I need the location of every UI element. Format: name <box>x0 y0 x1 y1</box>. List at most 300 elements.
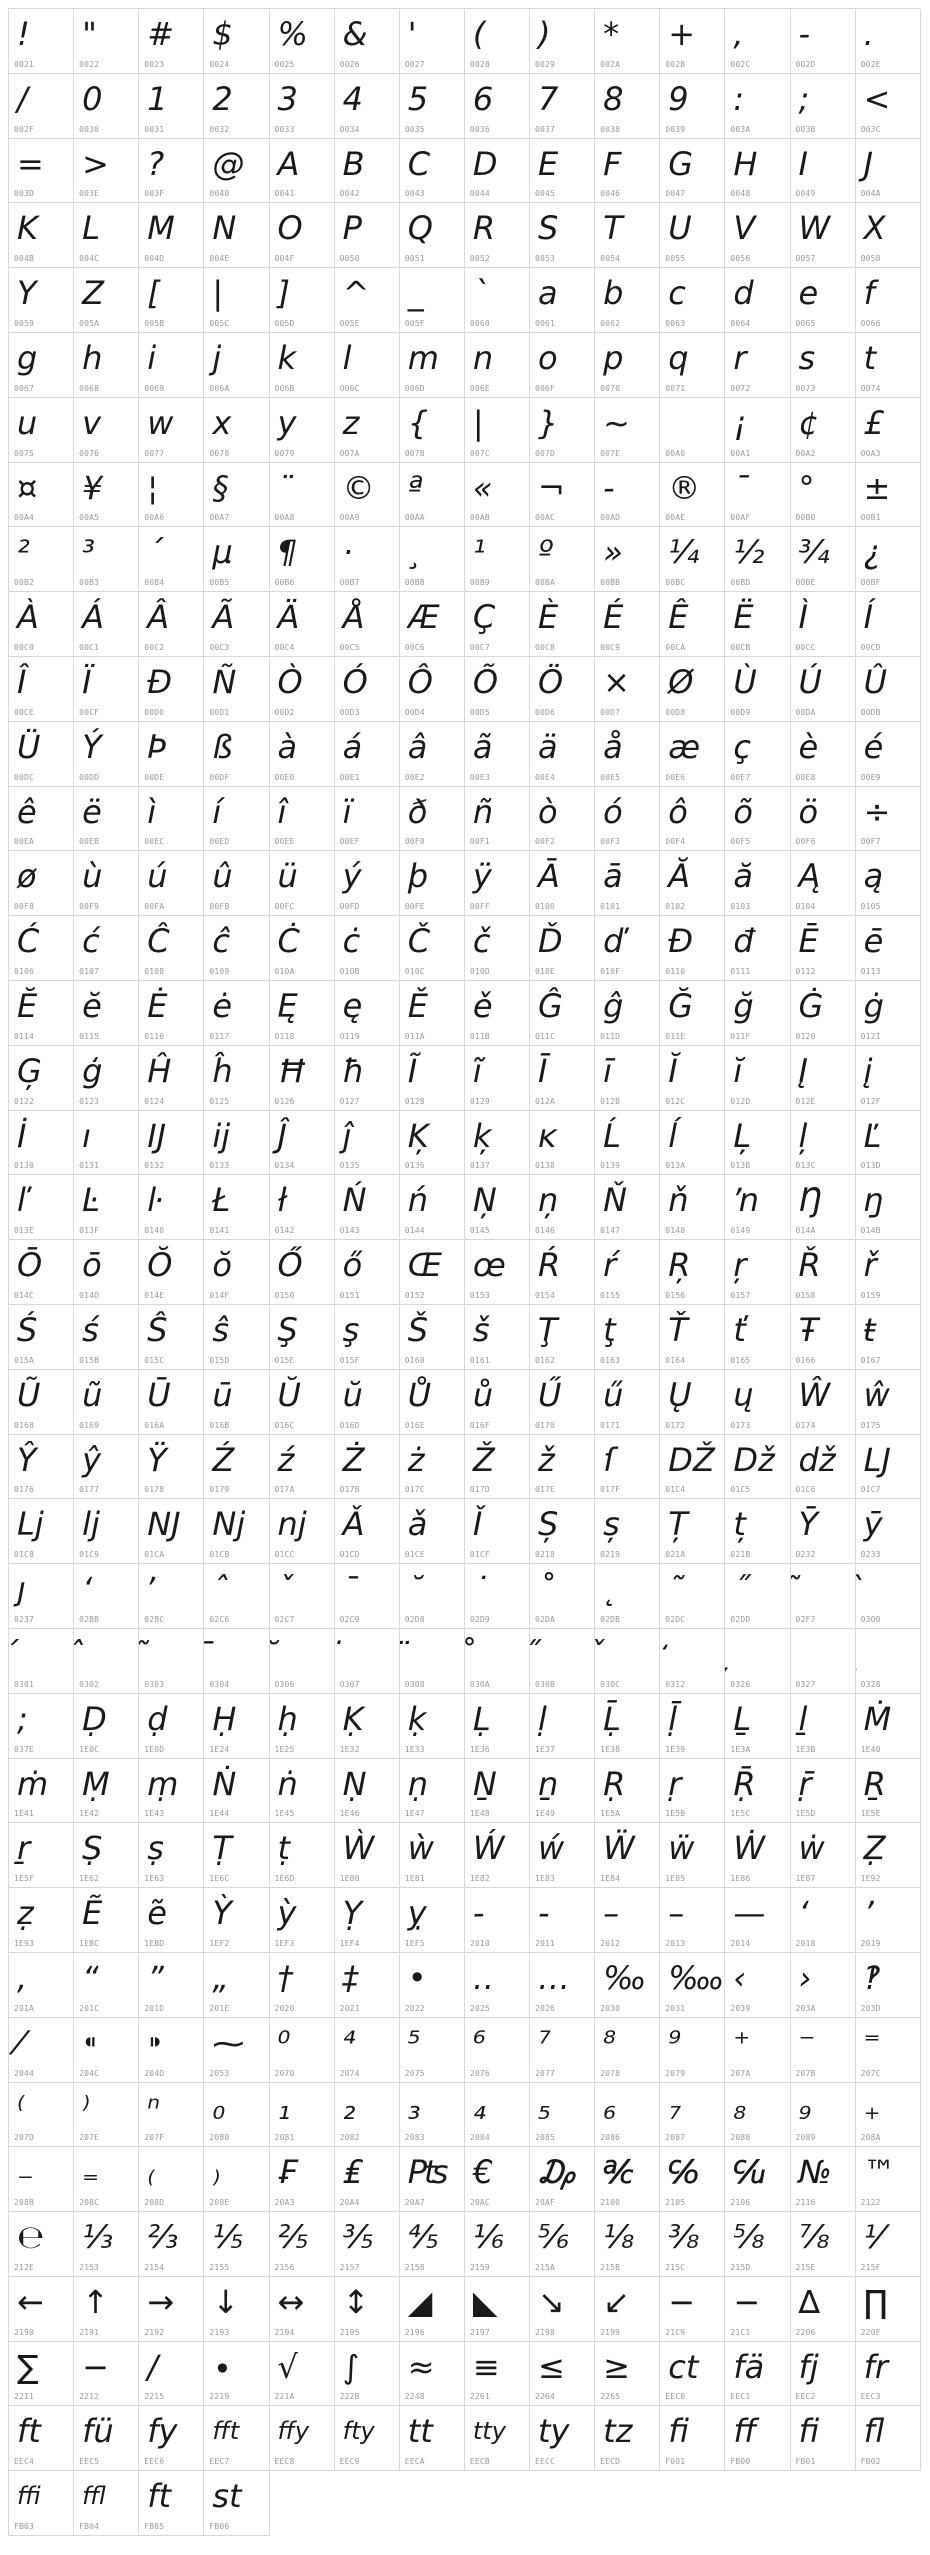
glyph-cell <box>660 333 725 398</box>
glyph-code: 1E0D <box>144 1744 165 1754</box>
glyph-code: 0062 <box>600 318 621 328</box>
glyph-char: ~ <box>603 403 630 442</box>
glyph-char: ⅗ <box>342 2218 374 2257</box>
glyph-code: EEC9 <box>339 2457 360 2467</box>
glyph-char: ; <box>17 1699 28 1738</box>
glyph-cell <box>139 2083 204 2148</box>
glyph-code: 011C <box>535 1031 556 1041</box>
glyph-cell <box>465 268 530 333</box>
glyph-code: 20A7 <box>404 2198 425 2208</box>
glyph-code: 2075 <box>404 2068 425 2078</box>
glyph-code: 0219 <box>600 1550 621 1560</box>
glyph-char: b <box>603 274 624 313</box>
glyph-cell <box>725 722 790 787</box>
glyph-cell <box>595 2406 660 2471</box>
glyph-char: Õ <box>472 662 499 701</box>
glyph-char: fä <box>733 2347 765 2386</box>
glyph-cell <box>335 1435 400 1500</box>
glyph-cell <box>856 787 921 852</box>
glyph-char: Ṛ <box>603 1764 626 1803</box>
glyph-code: 00FC <box>274 902 295 912</box>
glyph-code: 0122 <box>14 1096 35 1106</box>
glyph-cell <box>204 2083 269 2148</box>
glyph-cell <box>595 981 660 1046</box>
glyph-code: 2087 <box>665 2133 686 2143</box>
glyph-code: 002A <box>600 59 621 69</box>
glyph-code: 014D <box>79 1290 100 1300</box>
glyph-cell <box>400 851 465 916</box>
glyph-code: 0156 <box>665 1290 686 1300</box>
glyph-char: J <box>863 144 874 183</box>
glyph-code: 208A <box>860 2133 881 2143</box>
glyph-char: Ẁ <box>342 1829 375 1868</box>
glyph-char: Ķ <box>407 1116 429 1155</box>
glyph-code: 016B <box>209 1420 230 1430</box>
glyph-char: ⁍ <box>147 2023 164 2062</box>
glyph-char: ë <box>82 792 102 831</box>
glyph-cell <box>400 1305 465 1370</box>
glyph-char: Ŷ <box>17 1440 37 1479</box>
glyph-char: ⁹ <box>668 2023 682 2062</box>
glyph-cell <box>530 1046 595 1111</box>
glyph-cell <box>660 2342 725 2407</box>
glyph-cell <box>595 2212 660 2277</box>
glyph-code: 2159 <box>469 2262 490 2272</box>
glyph-cell <box>204 2018 269 2083</box>
glyph-char: Z <box>82 274 105 313</box>
glyph-code: 1E92 <box>860 1874 881 1884</box>
glyph-cell <box>139 851 204 916</box>
glyph-cell <box>270 203 335 268</box>
glyph-grid <box>8 8 920 2536</box>
glyph-cell <box>530 657 595 722</box>
glyph-cell <box>725 2212 790 2277</box>
glyph-char: F <box>603 144 622 183</box>
glyph-char: ű <box>603 1375 624 1414</box>
glyph-cell <box>400 2342 465 2407</box>
glyph-char: ÿ <box>472 857 492 896</box>
glyph-code: 004C <box>79 254 100 264</box>
glyph-cell <box>335 398 400 463</box>
glyph-code: 010E <box>535 966 556 976</box>
glyph-cell <box>660 1175 725 1240</box>
glyph-char: ē <box>863 922 884 961</box>
glyph-cell <box>595 2147 660 2212</box>
glyph-char: ṟ <box>17 1829 31 1868</box>
glyph-char: ‚ <box>17 1958 28 1997</box>
glyph-char: ö <box>798 792 819 831</box>
glyph-cell <box>595 2342 660 2407</box>
glyph-code: 00A3 <box>860 448 881 458</box>
glyph-char: ĵ <box>342 1116 352 1155</box>
glyph-code: 00B9 <box>469 578 490 588</box>
glyph-cell <box>465 2083 530 2148</box>
glyph-cell <box>530 1499 595 1564</box>
glyph-char: ≡ <box>472 2347 500 2386</box>
glyph-cell <box>74 1888 139 1953</box>
glyph-code: 00A1 <box>730 448 751 458</box>
glyph-cell <box>139 1888 204 1953</box>
glyph-cell <box>9 1759 74 1824</box>
glyph-char: Ź <box>212 1440 235 1479</box>
glyph-code: 203D <box>860 2003 881 2013</box>
glyph-code: 0076 <box>79 448 100 458</box>
glyph-code: 1E38 <box>600 1744 621 1754</box>
glyph-char: ȷ <box>17 1570 26 1609</box>
glyph-cell <box>530 2277 595 2342</box>
glyph-cell <box>139 1175 204 1240</box>
glyph-code: 1E6D <box>274 1874 295 1884</box>
glyph-char: ⁴ <box>342 2023 356 2062</box>
glyph-char: ṃ <box>147 1764 179 1803</box>
glyph-code: 012F <box>860 1096 881 1106</box>
glyph-cell <box>595 2083 660 2148</box>
glyph-char: Ẅ <box>603 1829 635 1868</box>
glyph-cell <box>9 1499 74 1564</box>
glyph-cell <box>9 2406 74 2471</box>
glyph-char: Ù <box>733 662 757 701</box>
glyph-cell <box>660 1564 725 1629</box>
glyph-cell <box>791 1564 856 1629</box>
glyph-char: œ <box>472 1246 506 1285</box>
glyph-cell <box>791 1629 856 1694</box>
glyph-char: ų <box>733 1375 754 1414</box>
glyph-char: Û <box>863 662 888 701</box>
glyph-code: 0168 <box>14 1420 35 1430</box>
glyph-char: “ <box>82 1958 99 1997</box>
glyph-code: 007B <box>404 448 425 458</box>
glyph-char: > <box>82 144 109 183</box>
glyph-code: 016A <box>144 1420 165 1430</box>
glyph-char: Ǐ <box>472 1505 483 1544</box>
glyph-cell <box>856 2342 921 2407</box>
glyph-code: 0112 <box>795 966 816 976</box>
glyph-char: Ĳ <box>147 1116 167 1155</box>
glyph-cell <box>400 2406 465 2471</box>
glyph-code: 00E0 <box>274 772 295 782</box>
glyph-char: Å <box>342 598 365 637</box>
glyph-code: 1E42 <box>79 1809 100 1819</box>
glyph-cell <box>204 1499 269 1564</box>
glyph-code: 2158 <box>404 2262 425 2272</box>
glyph-char: p <box>603 338 624 377</box>
glyph-code: 1E48 <box>469 1809 490 1819</box>
glyph-code: 0151 <box>339 1290 360 1300</box>
glyph-char: d <box>733 274 754 313</box>
glyph-cell <box>725 1370 790 1435</box>
glyph-code: 2192 <box>144 2327 165 2337</box>
glyph-cell <box>530 592 595 657</box>
glyph-cell <box>856 1564 921 1629</box>
glyph-char: ₎ <box>212 2153 221 2192</box>
glyph-code: 0145 <box>469 1226 490 1236</box>
glyph-code: 005D <box>274 318 295 328</box>
glyph-cell <box>660 1694 725 1759</box>
glyph-code: 017E <box>535 1485 556 1495</box>
glyph-cell <box>270 787 335 852</box>
glyph-cell <box>660 2277 725 2342</box>
glyph-char: Ň <box>603 1181 628 1220</box>
glyph-cell <box>660 1370 725 1435</box>
glyph-char: = <box>17 144 44 183</box>
glyph-char: Ĵ <box>277 1116 287 1155</box>
glyph-char: ⅕ <box>212 2218 244 2257</box>
glyph-cell <box>465 1499 530 1564</box>
glyph-char: 2 <box>212 79 233 118</box>
glyph-char: İ <box>17 1116 27 1155</box>
glyph-code: 01C7 <box>860 1485 881 1495</box>
glyph-char: $ <box>212 15 233 53</box>
glyph-cell <box>595 657 660 722</box>
glyph-cell <box>139 139 204 204</box>
glyph-char: Ŗ <box>668 1246 691 1285</box>
glyph-code: 0162 <box>535 1355 556 1365</box>
glyph-char: © <box>342 468 375 507</box>
glyph-char: ş <box>342 1310 360 1349</box>
glyph-cell <box>856 74 921 139</box>
glyph-char: Î <box>17 662 27 701</box>
glyph-char: ⁶ <box>472 2023 486 2062</box>
glyph-code: 0126 <box>274 1096 295 1106</box>
glyph-char: ₇ <box>668 2088 682 2127</box>
glyph-cell <box>856 2147 921 2212</box>
glyph-char: ₉ <box>798 2088 812 2127</box>
glyph-code: 0138 <box>535 1161 556 1171</box>
glyph-code: 00B0 <box>795 513 816 523</box>
glyph-char: ⁄ <box>17 2023 23 2062</box>
glyph-char: → <box>147 2282 175 2321</box>
glyph-cell <box>856 463 921 528</box>
glyph-code: 215A <box>535 2262 556 2272</box>
glyph-cell <box>660 851 725 916</box>
glyph-code: 2206 <box>795 2327 816 2337</box>
glyph-code: 010B <box>339 966 360 976</box>
glyph-cell <box>335 2018 400 2083</box>
glyph-code: 013D <box>860 1161 881 1171</box>
glyph-cell <box>400 1175 465 1240</box>
glyph-char: Ṇ <box>342 1764 367 1803</box>
glyph-char: ⁻ <box>798 2023 816 2062</box>
glyph-char: ‰ <box>603 1958 647 1997</box>
glyph-char: Ű <box>538 1375 562 1414</box>
glyph-code: 0043 <box>404 189 425 199</box>
glyph-char: ; <box>798 79 810 118</box>
glyph-cell <box>530 2147 595 2212</box>
glyph-cell <box>595 1823 660 1888</box>
glyph-cell <box>400 1111 465 1176</box>
glyph-char: ū <box>212 1375 233 1414</box>
glyph-code: 0027 <box>404 59 425 69</box>
glyph-cell <box>856 1305 921 1370</box>
glyph-code: 21C9 <box>665 2327 686 2337</box>
glyph-code: 00A5 <box>79 513 100 523</box>
glyph-char: ⅜ <box>668 2218 700 2257</box>
glyph-code: 1E49 <box>535 1809 556 1819</box>
glyph-cell <box>595 1111 660 1176</box>
glyph-char: Ṃ <box>82 1764 110 1803</box>
glyph-code: EEC3 <box>860 2392 881 2402</box>
glyph-cell <box>465 1111 530 1176</box>
glyph-char: ₃ <box>407 2088 421 2127</box>
glyph-char: ẃ <box>538 1829 565 1868</box>
glyph-code: 00D5 <box>469 707 490 717</box>
glyph-cell <box>465 333 530 398</box>
glyph-code: 00C2 <box>144 642 165 652</box>
glyph-char: } <box>538 403 559 442</box>
glyph-cell <box>139 2147 204 2212</box>
glyph-char: . <box>863 15 874 53</box>
glyph-cell <box>465 722 530 787</box>
glyph-code: 2122 <box>860 2198 881 2208</box>
glyph-code: 0040 <box>209 189 230 199</box>
glyph-code: 00D9 <box>730 707 751 717</box>
glyph-code: 00D3 <box>339 707 360 717</box>
glyph-code: 0152 <box>404 1290 425 1300</box>
glyph-cell <box>465 2018 530 2083</box>
glyph-cell <box>139 527 204 592</box>
glyph-cell <box>465 851 530 916</box>
glyph-char: B <box>342 144 365 183</box>
glyph-cell <box>530 1629 595 1694</box>
glyph-code: 00BB <box>600 578 621 588</box>
glyph-char: Ī <box>538 1051 548 1090</box>
glyph-cell <box>9 981 74 1046</box>
glyph-cell <box>856 2083 921 2148</box>
glyph-cell <box>791 1888 856 1953</box>
glyph-char: ℮ <box>17 2218 45 2257</box>
glyph-cell <box>660 2083 725 2148</box>
glyph-code: 006E <box>469 383 490 393</box>
glyph-cell <box>9 74 74 139</box>
glyph-char: ř <box>863 1246 877 1285</box>
glyph-char: ⅞ <box>798 2218 830 2257</box>
glyph-code: 005C <box>209 318 230 328</box>
glyph-code: 003A <box>730 124 751 134</box>
glyph-char: ’ <box>863 1894 874 1933</box>
glyph-char: Ȳ <box>798 1505 819 1544</box>
glyph-code: 1E47 <box>404 1809 425 1819</box>
glyph-cell <box>465 2147 530 2212</box>
glyph-cell <box>74 1499 139 1564</box>
glyph-char: ʼ <box>147 1570 158 1609</box>
glyph-code: 0232 <box>795 1550 816 1560</box>
glyph-char: ľ <box>17 1181 26 1220</box>
glyph-code: 2105 <box>665 2198 686 2208</box>
glyph-char: N <box>212 209 237 248</box>
glyph-code: 0140 <box>144 1226 165 1236</box>
glyph-cell <box>465 398 530 463</box>
glyph-char: Ĉ <box>147 922 170 961</box>
glyph-code: 010F <box>600 966 621 976</box>
glyph-code: 00E1 <box>339 772 360 782</box>
glyph-cell <box>335 722 400 787</box>
glyph-char: Ū <box>147 1375 171 1414</box>
glyph-code: 01CE <box>404 1550 425 1560</box>
glyph-cell <box>9 1175 74 1240</box>
glyph-char: ⅓ <box>82 2218 114 2257</box>
glyph-code: 00A6 <box>144 513 165 523</box>
glyph-cell <box>595 203 660 268</box>
glyph-char: Ħ <box>277 1051 307 1090</box>
glyph-char: Ú <box>798 662 822 701</box>
glyph-cell <box>595 787 660 852</box>
glyph-cell <box>856 981 921 1046</box>
glyph-code: 003D <box>14 189 35 199</box>
glyph-cell <box>204 398 269 463</box>
glyph-char: Ṁ <box>863 1699 892 1738</box>
glyph-cell <box>530 1694 595 1759</box>
glyph-code: 00F3 <box>600 837 621 847</box>
glyph-cell <box>335 1111 400 1176</box>
glyph-cell <box>725 2406 790 2471</box>
glyph-char: ‱ <box>668 1958 723 1997</box>
glyph-code: 00EB <box>79 837 100 847</box>
glyph-char: ŧ <box>863 1310 877 1349</box>
glyph-cell <box>204 2277 269 2342</box>
glyph-cell <box>595 1240 660 1305</box>
glyph-code: 012C <box>665 1096 686 1106</box>
glyph-char: ¹ <box>472 533 486 572</box>
glyph-code: 20AC <box>469 2198 490 2208</box>
glyph-char: ŗ <box>733 1246 747 1285</box>
glyph-code: 00D6 <box>535 707 556 717</box>
glyph-cell <box>139 1370 204 1435</box>
glyph-char: ↘ <box>538 2282 565 2321</box>
glyph-cell <box>530 9 595 74</box>
glyph-char: g <box>17 338 38 377</box>
glyph-code: 0050 <box>339 254 360 264</box>
glyph-code: 0237 <box>14 1614 35 1624</box>
glyph-cell <box>725 1888 790 1953</box>
glyph-cell <box>204 2147 269 2212</box>
glyph-char: ⁸ <box>603 2023 616 2062</box>
glyph-cell <box>595 1629 660 1694</box>
glyph-code: EEC4 <box>14 2457 35 2467</box>
glyph-code: 015A <box>14 1355 35 1365</box>
glyph-code: 0051 <box>404 254 425 264</box>
glyph-code: 0303 <box>144 1679 165 1689</box>
glyph-cell <box>465 2406 530 2471</box>
glyph-cell <box>270 1629 335 1694</box>
glyph-char: fi <box>798 2412 820 2451</box>
glyph-char: ty <box>538 2412 570 2451</box>
glyph-cell <box>725 463 790 528</box>
glyph-char: ˙ <box>472 1570 489 1609</box>
glyph-char: ś <box>82 1310 99 1349</box>
glyph-char: ʻ <box>82 1570 93 1609</box>
glyph-char: ⁷ <box>538 2023 551 2062</box>
glyph-char: ė <box>212 986 233 1025</box>
glyph-cell <box>660 1953 725 2018</box>
glyph-cell <box>270 1305 335 1370</box>
glyph-code: 2154 <box>144 2262 165 2272</box>
glyph-code: 0039 <box>665 124 686 134</box>
glyph-code: 0100 <box>535 902 556 912</box>
glyph-code: 00E9 <box>860 772 881 782</box>
glyph-cell <box>725 398 790 463</box>
glyph-cell <box>791 1175 856 1240</box>
glyph-code: 2084 <box>469 2133 490 2143</box>
glyph-cell <box>204 851 269 916</box>
glyph-code: 00E4 <box>535 772 556 782</box>
glyph-cell <box>270 1888 335 1953</box>
glyph-cell <box>400 2212 465 2277</box>
glyph-char: ṛ <box>668 1764 682 1803</box>
glyph-char: ŷ <box>82 1440 102 1479</box>
glyph-char: ˜ <box>668 1570 685 1609</box>
glyph-code: FB05 <box>144 2522 165 2532</box>
glyph-char: Ț <box>668 1505 688 1544</box>
